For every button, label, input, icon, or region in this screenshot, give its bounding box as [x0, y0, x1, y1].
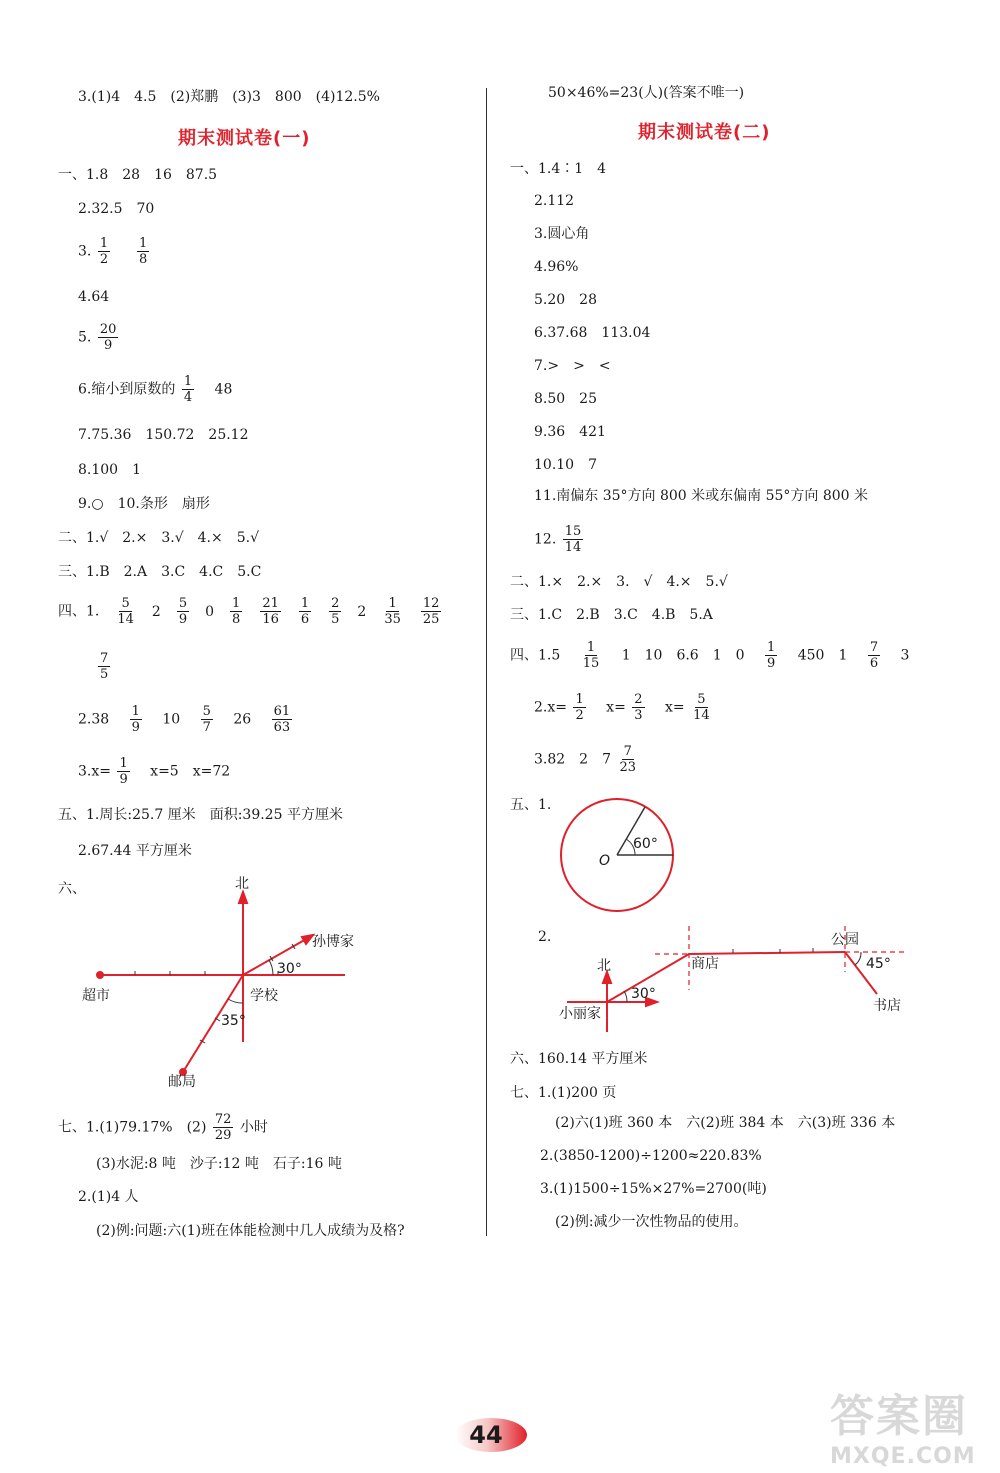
fraction: $\frac{72}{29}$: [214, 1112, 232, 1143]
fraction: $\frac{1}{2}$: [575, 692, 584, 723]
fraction: $\frac{1}{9}$: [766, 640, 776, 671]
left-q1-3: 3. $\frac{1}{2}$ $\frac{1}{8}$: [78, 236, 148, 267]
park-label: 公园: [831, 932, 859, 948]
right-q1-8: 8.50 25: [534, 391, 597, 407]
fraction: $\frac{5}{7}$: [202, 704, 211, 735]
left-q1-8: 8.100 1: [78, 462, 141, 478]
right-q1-7: 7.> > <: [534, 358, 611, 374]
right-q7-3-2: (2)例:减少一次性物品的使用。: [555, 1214, 748, 1230]
fraction: $\frac{7}{23}$: [619, 744, 636, 775]
angle-label: 30°: [277, 961, 302, 977]
right-q4-3: 3.82 2 7 $\frac{7}{23}$: [534, 744, 636, 775]
left-section-title: 期末测试卷(一): [178, 128, 311, 149]
right-q6: 六、160.14 平方厘米: [510, 1051, 648, 1067]
angle-label: 60°: [633, 836, 658, 852]
market-label: 超市: [82, 988, 110, 1004]
right-q7-2: 2.(3850-1200)÷1200≈220.83%: [540, 1148, 762, 1164]
right-q3: 三、1.C 2.B 3.C 4.B 5.A: [510, 607, 713, 623]
fraction: $\frac{2}{5}$: [331, 596, 340, 627]
left-q6-label: 六、: [58, 881, 86, 897]
fraction: $\frac{15}{14}$: [564, 524, 582, 555]
right-q7-3: 3.(1)1500÷15%×27%=2700(吨): [540, 1181, 767, 1197]
fraction: $\frac{1}{2}$: [99, 236, 109, 267]
fraction: $\frac{1}{15}$: [582, 640, 600, 671]
left-q5-1: 五、1.周长:25.7 厘米 面积:39.25 平方厘米: [58, 807, 343, 823]
left-q7-1-3: (3)水泥:8 吨 沙子:12 吨 石子:16 吨: [96, 1156, 342, 1172]
fraction: $\frac{1}{9}$: [119, 756, 128, 787]
fraction: $\frac{5}{9}$: [178, 596, 188, 627]
fraction: $\frac{61}{63}$: [273, 704, 291, 735]
right-q1-6: 6.37.68 113.04: [534, 325, 651, 341]
right-q4-2: 2.x= $\frac{1}{2}$ x= $\frac{2}{3}$ x= $\frac{5}{14}$: [534, 692, 710, 723]
right-q4-1: 四、1.5 $\frac{1}{15}$ 1 10 6.6 1 0 $\frac{1}{9}$ 450 1 $\frac{7}{6}$ 3: [510, 640, 910, 671]
right-q1-5: 5.20 28: [534, 292, 597, 308]
watermark-url: MXQE.COM: [830, 1444, 976, 1469]
left-q1-7: 7.75.36 150.72 25.12: [78, 427, 249, 443]
left-q4-1b: [96, 651, 112, 682]
left-q1-5: 5. $\frac{20}{9}$: [78, 322, 117, 353]
school-label: 学校: [250, 988, 278, 1004]
left-q2: 二、1.√ 2.× 3.√ 4.× 5.√: [58, 530, 260, 546]
left-q3: 三、1.B 2.A 3.C 4.C 5.C: [58, 564, 262, 580]
right-q1-1: 一、1.4∶1 4: [510, 161, 607, 177]
right-section-title: 期末测试卷(二): [638, 122, 771, 143]
route-diagram: [555, 922, 915, 1032]
right-q1-10: 10.10 7: [534, 457, 597, 473]
watermark-logo: 答案圈: [830, 1391, 968, 1442]
left-q4-2: 2.38 $\frac{1}{9}$ 10 $\frac{5}{7}$ 26 $\frac{61}{63}$: [78, 704, 291, 735]
fraction: $\frac{1}{9}$: [131, 704, 140, 735]
angle-label: 30°: [631, 986, 656, 1002]
fraction: $\frac{7}{6}$: [869, 640, 879, 671]
watermark: [830, 1380, 995, 1470]
inline-value: 2: [151, 603, 161, 620]
left-q7-1: 七、1.(1)79.17% (2) $\frac{72}{29}$ 小时: [58, 1112, 268, 1143]
right-q1-4: 4.96%: [534, 259, 579, 275]
left-q1-6: 6.缩小到原数的 $\frac{1}{4}$ 48: [78, 374, 233, 405]
column-divider: [486, 88, 487, 1236]
fraction: $\frac{1}{35}$: [384, 596, 401, 627]
left-q7-2-1: 2.(1)4 人: [78, 1189, 139, 1205]
left-q1-1: 一、1.8 28 16 87.5: [58, 167, 218, 183]
fraction: $\frac{1}{4}$: [183, 374, 193, 405]
right-q1-9: 9.36 421: [534, 424, 606, 440]
fraction: $\frac{7}{5}$: [100, 651, 109, 682]
direction-diagram-left: [80, 870, 380, 1100]
angle-label: 45°: [866, 956, 891, 972]
center-label: O: [599, 853, 611, 869]
left-q4-1: 四、1. $\frac{5}{14}$ 2 $\frac{5}{9}$ 0 $\frac{1}{8}$ $\frac{21}{16}$ $\frac{1}{6}$ $\frac{2}{5}$ 2 $\frac{1}{35}$ $\frac{12}{25}$: [58, 596, 440, 627]
left-q5-2: 2.67.44 平方厘米: [78, 843, 192, 859]
left-top-line: 3.(1)4 4.5 (2)郑鹏 (3)3 800 (4)12.5%: [78, 89, 380, 105]
left-q7-2-2: (2)例:问题:六(1)班在体能检测中几人成绩为及格?: [96, 1223, 405, 1239]
bookstore-label: 书店: [873, 998, 901, 1014]
fraction: $\frac{20}{9}$: [99, 322, 117, 353]
right-q1-12: 12. $\frac{15}{14}$: [534, 524, 582, 555]
right-q1-3: 3.圆心角: [534, 226, 590, 242]
right-q2: 二、1.× 2.× 3. √ 4.× 5.√: [510, 574, 728, 590]
north-label: 北: [597, 958, 611, 974]
post-label: 邮局: [168, 1074, 196, 1090]
home-label: 小丽家: [559, 1006, 601, 1022]
right-q1-11: 11.南偏东 35°方向 800 米或东偏南 55°方向 800 米: [534, 488, 869, 504]
home-label: 孙博家: [312, 934, 354, 950]
inline-value: 0: [205, 603, 215, 620]
angle-label: 35°: [221, 1013, 246, 1029]
fraction: $\frac{2}{3}$: [634, 692, 643, 723]
right-q5-1: 五、1.: [510, 797, 552, 813]
north-label: 北: [235, 876, 249, 892]
fraction: $\frac{21}{16}$: [262, 596, 279, 627]
circle-diagram: [555, 795, 695, 915]
fraction: $\frac{5}{14}$: [117, 596, 134, 627]
fraction: $\frac{12}{25}$: [422, 596, 440, 627]
fraction: $\frac{1}{6}$: [300, 596, 310, 627]
inline-value: 2: [357, 603, 367, 620]
right-q1-2: 2.112: [534, 193, 575, 209]
page-number-badge: [455, 1418, 527, 1452]
right-q5-2: 2.: [538, 929, 552, 945]
left-q1-4: 4.64: [78, 289, 110, 305]
shop-label: 商店: [691, 956, 719, 972]
page-number: 44: [469, 1421, 503, 1449]
right-q7-1-2: (2)六(1)班 360 本 六(2)班 384 本 六(3)班 336 本: [555, 1115, 896, 1131]
left-q1-9: 9.○ 10.条形 扇形: [78, 496, 210, 512]
right-q7-1: 七、1.(1)200 页: [510, 1085, 617, 1101]
fraction: $\frac{5}{14}$: [693, 692, 710, 723]
left-q1-2: 2.32.5 70: [78, 201, 155, 217]
left-q4-3: 3.x= $\frac{1}{9}$ x=5 x=72: [78, 756, 231, 787]
fraction: $\frac{1}{8}$: [139, 236, 148, 267]
fraction: $\frac{1}{8}$: [232, 596, 241, 627]
right-top-line: 50×46%=23(人)(答案不唯一): [548, 85, 745, 101]
